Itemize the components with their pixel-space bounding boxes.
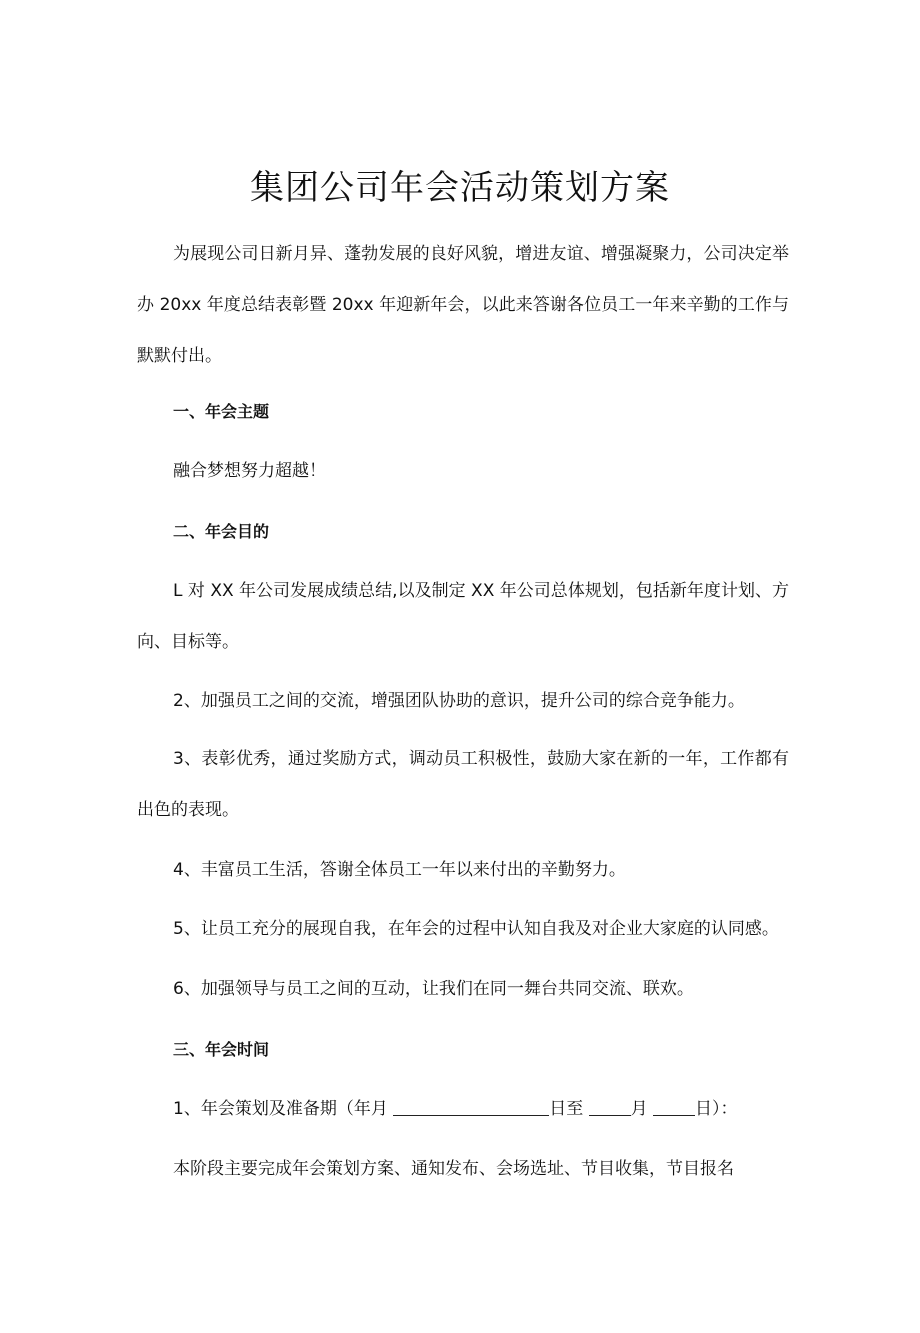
purpose-item-1: L 对 XX 年公司发展成绩总结,以及制定 XX 年公司总体规划，包括新年度计划、方向、目标等。 xyxy=(137,581,789,652)
fill-blank-day-end xyxy=(653,1097,695,1116)
intro-paragraph: 为展现公司日新月异、蓬勃发展的良好风貌，增进友谊、增强凝聚力，公司决定举办 20xx 年度总结表彰暨 20xx 年迎新年会，以此来答谢各位员工一年来辛勤的工作与默默付出。 xyxy=(137,244,789,366)
fill-blank-day-start xyxy=(393,1097,549,1116)
time-item-1-mid2: 月 xyxy=(630,1099,648,1119)
purpose-item-3: 3、表彰优秀，通过奖励方式，调动员工积极性，鼓励大家在新的一年，工作都有出色的表现。 xyxy=(137,749,789,820)
document-title: 集团公司年会活动策划方案 xyxy=(250,168,670,208)
purpose-item-5: 5、让员工充分的展现自我，在年会的过程中认知自我及对企业大家庭的认同感。 xyxy=(173,919,779,939)
purpose-item-6: 6、加强领导与员工之间的互动，让我们在同一舞台共同交流、联欢。 xyxy=(173,979,694,999)
section-heading-purpose: 二、年会目的 xyxy=(173,522,270,541)
section-heading-theme: 一、年会主题 xyxy=(173,402,270,421)
purpose-item-2: 2、加强员工之间的交流，增强团队协助的意识，提升公司的综合竞争能力。 xyxy=(173,691,745,711)
time-item-1-prefix: 1、年会策划及准备期（年月 xyxy=(173,1099,388,1119)
time-item-1 xyxy=(137,1084,789,1135)
theme-content: 融合梦想努力超越！ xyxy=(173,461,326,481)
time-item-1-mid1: 日至 xyxy=(549,1099,584,1119)
time-item-1-description: 本阶段主要完成年会策划方案、通知发布、会场选址、节目收集，节目报名 xyxy=(173,1159,734,1179)
section-heading-time: 三、年会时间 xyxy=(173,1040,270,1059)
purpose-item-4: 4、丰富员工生活，答谢全体员工一年以来付出的辛勤努力。 xyxy=(173,860,626,880)
fill-blank-month-end xyxy=(589,1097,631,1116)
time-item-1-suffix: 日）： xyxy=(695,1099,738,1119)
